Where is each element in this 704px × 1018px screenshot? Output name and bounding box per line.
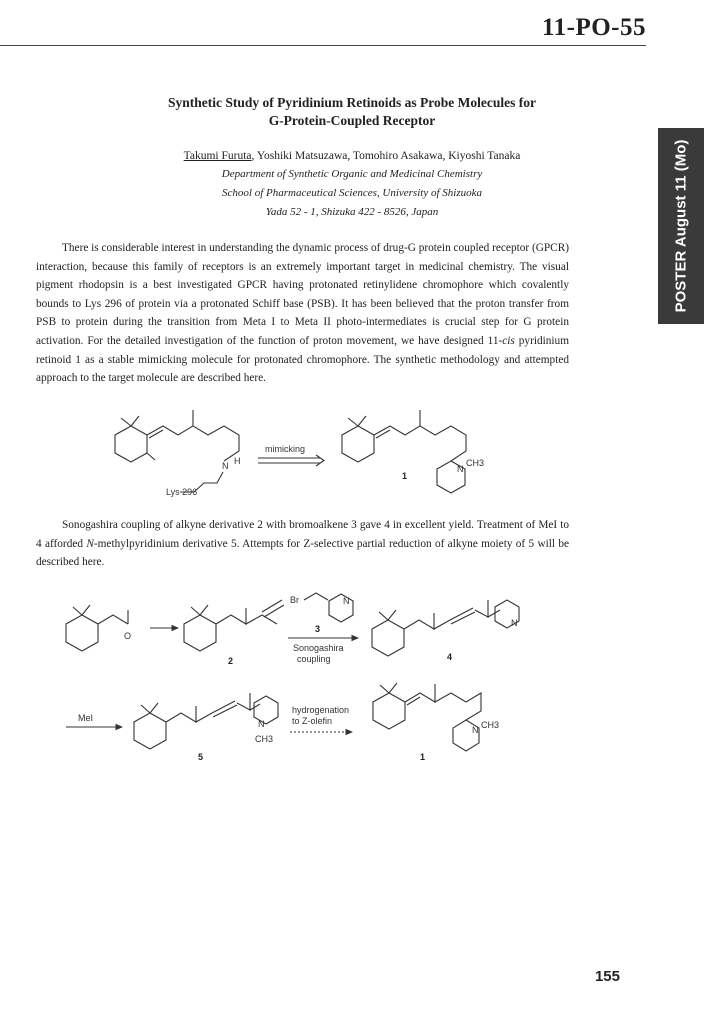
scheme1-pyridinium-n: N <box>457 464 464 474</box>
scheme2-pyridinium-5 <box>134 693 278 762</box>
scheme1-compound-1: 1 <box>402 471 408 481</box>
affiliation-address: Yada 52 - 1, Shizuka 422 - 8526, Japan <box>265 206 439 218</box>
scheme2-alkyne-2 <box>184 600 284 666</box>
poster-tab-label: POSTER August 11 (Mo) <box>672 139 690 313</box>
scheme1-proton: H <box>234 456 241 466</box>
scheme2-5-methyl: CH3 <box>255 734 274 744</box>
scheme1-lys-label: Lys 296 <box>166 487 198 497</box>
scheme2-enyne-4 <box>372 600 519 662</box>
affiliation-department: Department of Synthetic Organic and Medicinal Chemistry <box>221 168 483 180</box>
synthesis-paragraph: Sonogashira coupling of alkyne derivative 2 with bromoalkene 3 gave 4 in excellent yield. Treatment of MeI to 4 afforded N-methylpyridinium derivative 5. Attempts for Z-selective partial reduction of alkyne moiety of 5 will be described here. <box>36 519 569 569</box>
hydrogenation-label-2: to Z-olefin <box>292 716 333 726</box>
intro-paragraph: There is considerable interest in understanding the dynamic process of drug-G protein coupled receptor (GPCR) interaction, because this family of receptors is an extremely important target in medicinal chemistry. The visual pigment rhodopsin is a best investigated GPCR having protonated retinylidene chromophore which covalently bounds to Lys 296 of protein via a protonated Schiff base (PSB). It has been believed that the proton transfer from PSB to protein during the transition from Meta I to Meta II photo-intermediates is crucial step for G protein activation. For the detailed investigation of the function of proton movement, we have designed 11-cis pyridinium retinoid 1 as a stable mimicking molecule for protonated chromophore. The synthetic methodology and attempted approach to the target molecule are described here. <box>36 242 569 385</box>
page-number: 155 <box>594 968 620 985</box>
svg-text:N: N <box>343 596 350 606</box>
scheme2-beta-ionone <box>66 605 131 651</box>
scheme2-1-methyl: CH3 <box>481 720 500 730</box>
scheme2-compound-2: 2 <box>228 656 234 666</box>
title-line-1: Synthetic Study of Pyridinium Retinoids as Probe Molecules for <box>167 95 536 110</box>
ketone-oxygen: O <box>124 631 132 641</box>
coupling-label-1: Sonogashira <box>293 643 344 653</box>
scheme1-methyl: CH3 <box>466 458 485 468</box>
scheme1-arrow-label: mimicking <box>265 444 306 454</box>
scheme2-compound-3: 3 <box>315 624 321 634</box>
svg-text:N: N <box>511 618 518 628</box>
scheme2-compound-1: 1 <box>420 752 426 762</box>
svg-text:N: N <box>258 719 265 729</box>
bromine-label: Br <box>290 595 299 605</box>
scheme2-target-1 <box>373 683 499 762</box>
hydrogenation-label-1: hydrogenation <box>292 705 350 715</box>
affiliation-school: School of Pharmaceutical Sciences, University of Shizuoka <box>222 187 482 199</box>
title-line-2: G-Protein-Coupled Receptor <box>268 113 436 128</box>
co-authors: , Yoshiki Matsuzawa, Tomohiro Asakawa, Kiyoshi Tanaka <box>251 150 521 162</box>
svg-text:N: N <box>472 725 479 735</box>
mei-reagent: MeI <box>78 713 94 723</box>
scheme2-bromoalkene-3 <box>290 593 353 634</box>
presenting-author: Takumi Furuta <box>183 150 252 162</box>
scheme2-compound-4: 4 <box>447 652 453 662</box>
scheme2-compound-5: 5 <box>198 752 204 762</box>
coupling-label-2: coupling <box>297 654 331 664</box>
scheme1-protonated-chromophore <box>115 410 241 497</box>
abstract-code: 11-PO-55 <box>542 14 646 41</box>
scheme1-pyridinium-retinoid-1 <box>342 410 484 493</box>
scheme1-nitrogen: N <box>222 461 229 471</box>
